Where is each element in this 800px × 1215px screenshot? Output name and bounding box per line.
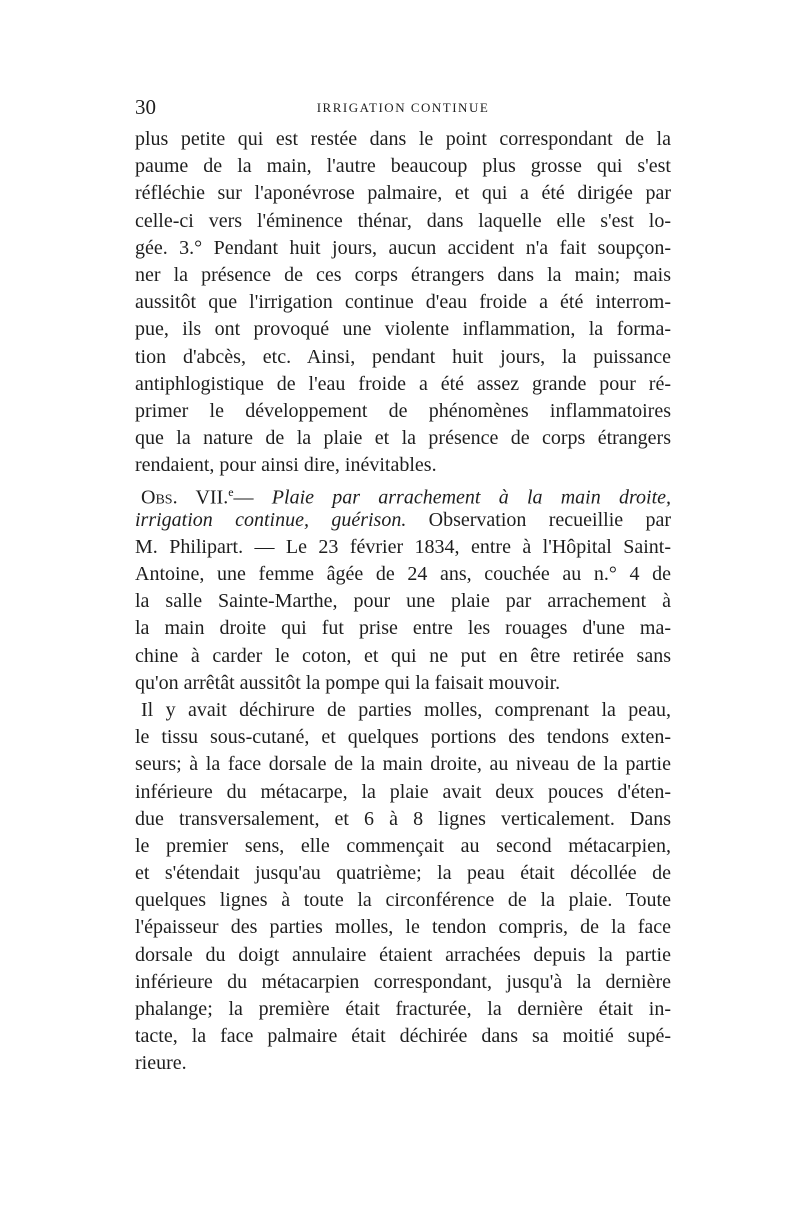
observation-dash: — [233,487,254,510]
text-line: rieure. [135,1052,187,1075]
page-number: 30 [135,95,156,119]
text-line: réfléchie sur l'aponévrose palmaire, et qui a été dirigée par [135,182,671,205]
text-line: aussitôt que l'irrigation continue d'eau froide a été interrom- [135,291,671,314]
text-line: la salle Sainte-Marthe, pour une plaie par arrachement à [135,590,671,613]
text-line: primer le développement de phénomènes inflammatoires [135,399,671,422]
text-line: celle-ci vers l'éminence thénar, dans laquelle elle s'est lo- [135,209,671,232]
running-title: IRRIGATION CONTINUE [316,100,490,115]
text-line: paume de la main, l'autre beaucoup plus grosse qui s'est [135,155,671,178]
text-line: antiphlogistique de l'eau froide a été assez grande pour ré- [135,372,671,395]
text-line: quelques lignes à toute la circonférence de la plaie. Toute [135,889,671,912]
body-text [135,126,671,1078]
text-line: la main droite qui fut prise entre les rouages d'une ma- [135,617,671,640]
text-line: le tissu sous-cutané, et quelques portions des tendons exten- [135,726,671,749]
text-line: rendaient, pour ainsi dire, inévitables. [135,454,437,477]
observation-title-2: irrigation continue, guérison. [135,508,407,531]
text-line: dorsale du doigt annulaire étaient arrachées depuis la partie [135,943,671,966]
text-line: tacte, la face palmaire était déchirée dans sa moitié supé- [135,1025,671,1048]
text-line: inférieure du métacarpien correspondant, jusqu'à la dernière [135,970,671,993]
text-line: et s'étendait jusqu'au quatrième; la peau était décollée de [135,862,671,885]
text-line: tion d'abcès, etc. Ainsi, pendant huit jours, la puissance [135,345,671,368]
observation-title-line [135,507,671,534]
text-line: ner la présence de ces corps étrangers dans la main; mais [135,263,671,286]
text-line: le premier sens, elle commençait au second métacarpien, [135,834,671,857]
text-line: Il y avait déchirure de parties molles, comprenant la peau, [141,698,671,721]
text-line: M. Philipart. — Le 23 février 1834, entre à l'Hôpital Saint- [135,535,671,558]
observation-heading-line [135,479,672,510]
observation-label: Obs. VII. [141,487,229,510]
running-head [135,95,671,119]
text-line: seurs; à la face dorsale de la main droite, au niveau de la partie [135,753,671,776]
text-line: plus petite qui est restée dans le point correspondant de la [135,128,671,150]
text-line: due transversalement, et 6 à 8 lignes verticalement. Dans [135,807,671,830]
text-line: inférieure du métacarpe, la plaie avait deux pouces d'éten- [135,780,671,803]
observation-label-sup: e [228,485,234,500]
text-line: gée. 3.° Pendant huit jours, aucun accident n'a fait soupçon- [135,236,671,259]
text-line: Antoine, une femme âgée de 24 ans, couchée au n.° 4 de [135,563,671,585]
text-line: chine à carder le coton, et qui ne put en être retirée sans [135,644,671,667]
text-line: phalange; la première était fracturée, la dernière était in- [135,998,671,1020]
text-line: qu'on arrêtât aussitôt la pompe qui la faisait mouvoir. [135,671,561,694]
text-line: l'épaisseur des parties molles, le tendon compris, de la face [135,916,671,939]
text-line: pue, ils ont provoqué une violente inflammation, la forma- [135,318,671,341]
text-line: que la nature de la plaie et la présence de corps étrangers [135,427,671,450]
observation-title-1: Plaie par arrachement à la main droite, [271,487,672,510]
observation-source: Observation recueillie par [428,508,671,531]
